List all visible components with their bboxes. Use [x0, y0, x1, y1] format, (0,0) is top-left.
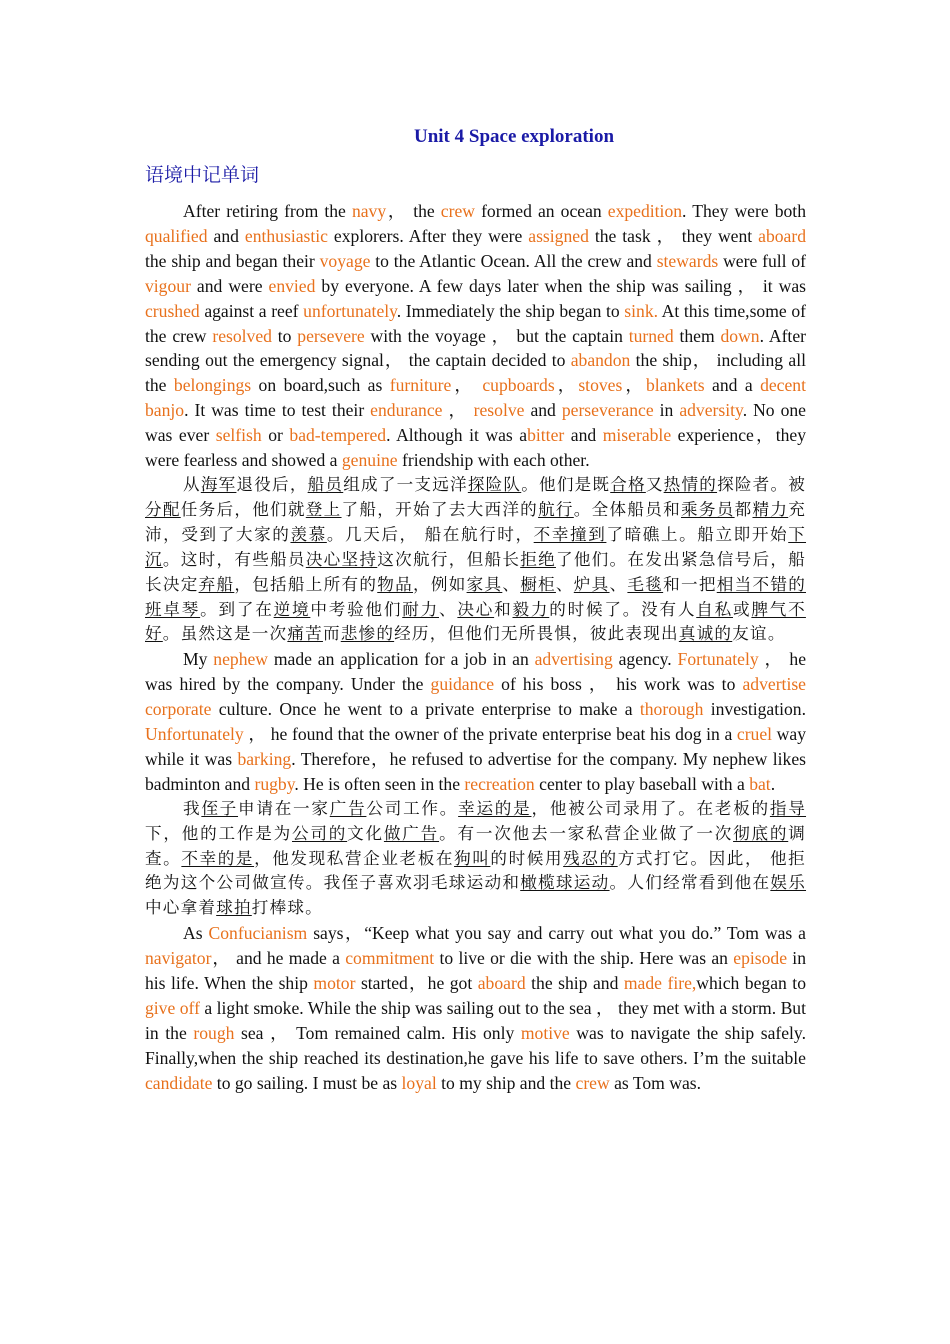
text-run: to my ship and the [436, 1072, 576, 1093]
text-run: 、 [439, 599, 458, 619]
underlined-term: 精力 [752, 499, 789, 519]
vocabulary-word: belongings [173, 375, 252, 396]
underlined-term: 探险队 [467, 474, 522, 494]
text-run: agency. [612, 649, 678, 670]
chinese-translation-paragraph [145, 797, 806, 922]
text-run: says，“Keep what you say and carry out what you do.” Tom was a [307, 923, 806, 944]
text-run: culture. Once he went to a private enterprise to make a [211, 699, 640, 720]
text-run: explorers. After they were [327, 225, 529, 246]
underlined-term: 做广告 [383, 823, 440, 843]
text-run: 或 [733, 599, 752, 619]
vocabulary-word: crew [575, 1072, 610, 1093]
text-run: 下，他的工作是为 [145, 823, 293, 843]
vocabulary-word: advertise [742, 674, 806, 695]
text-run: as Tom was. [609, 1072, 701, 1093]
underlined-term: 球拍 [216, 898, 252, 918]
underlined-term: 海军 [200, 474, 237, 494]
vocabulary-word: blankets [645, 375, 705, 396]
text-run: by everyone. A few days later when the ship was sailing ， it was [315, 275, 807, 296]
text-run: was to navigate the ship safely. Finally,when the ship reached its destination,he gave his life to save others. I’m the suitable [145, 1022, 806, 1068]
vocabulary-word: aboard [758, 225, 807, 246]
text-run: which began to [696, 973, 806, 994]
vocabulary-word: sink. [624, 300, 659, 321]
vocabulary-word: abandon [570, 350, 631, 371]
text-run: . [770, 773, 776, 794]
vocabulary-word: rugby [254, 773, 295, 794]
vocabulary-word: cruel [736, 724, 773, 745]
underlined-term: 相当不错的班卓琴 [145, 574, 806, 619]
vocabulary-word: bad-tempered [289, 425, 387, 446]
text-run: and [524, 400, 562, 421]
text-run: 的时候了。没有人 [549, 599, 697, 619]
text-run: the task ， they went [588, 225, 759, 246]
vocabulary-word: enthusiastic [244, 225, 328, 246]
text-run: to [271, 325, 298, 346]
vocabulary-word: made fire, [623, 973, 697, 994]
text-run: ， [622, 375, 646, 396]
text-run: to live or die with the ship. Here was an [434, 948, 734, 969]
vocabulary-word: motor [313, 973, 356, 994]
vocabulary-word: recreation [464, 773, 535, 794]
text-run: with the voyage ， but the captain [364, 325, 629, 346]
vocabulary-word: crew [440, 201, 475, 221]
text-run: were full of [718, 250, 807, 271]
text-run: 我 [183, 798, 202, 818]
text-run: 公司工作。 [366, 798, 459, 818]
underlined-term: 不幸撞到 [533, 524, 607, 544]
underlined-term: 彻底的 [733, 823, 789, 843]
text-run: ， he found that the owner of the private enterprise beat his dog in a [243, 724, 737, 745]
underlined-term: 娱乐 [770, 873, 807, 893]
text-run: After retiring from the [183, 201, 352, 221]
text-run: of his boss ， his work was to [494, 674, 743, 695]
vocabulary-word: down [720, 325, 760, 346]
underlined-term: 决心 [457, 599, 495, 619]
vocabulary-word: commitment [345, 948, 435, 969]
vocabulary-word: stewards [656, 250, 719, 271]
underlined-term: 家具 [466, 574, 503, 594]
text-run: sea ， Tom remained calm. His only [234, 1022, 521, 1043]
vocabulary-word: vigour [145, 275, 191, 296]
text-run: ， [442, 400, 474, 421]
vocabulary-word: barking [237, 748, 292, 769]
text-run: 组成了一支远洋 [343, 474, 468, 494]
underlined-term: 逆境 [273, 599, 311, 619]
vocabulary-word: crushed [145, 300, 200, 321]
text-run: 了暗礁上。船立即开始 [606, 524, 789, 544]
vocabulary-word: advertising [534, 649, 613, 670]
vocabulary-word: episode [733, 948, 788, 969]
underlined-term: 乘务员 [681, 499, 735, 519]
vocabulary-word: loyal [401, 1072, 437, 1093]
text-run: 充沛，受到了大家的 [145, 499, 807, 544]
text-run: 这次航行，但船长 [377, 549, 521, 569]
vocabulary-word: navy [351, 201, 387, 221]
text-run: 。人们经常看到他在 [609, 873, 771, 893]
vocabulary-word: motive [520, 1022, 570, 1043]
underlined-term: 决心坚持 [305, 549, 378, 569]
underlined-term: 合格 [610, 474, 646, 494]
text-run: the ship and began their [145, 250, 320, 271]
text-run: on board,such as [251, 375, 390, 396]
text-run: center to play baseball with a [534, 773, 750, 794]
underlined-term: 毛毯 [627, 574, 664, 594]
vocabulary-word: expedition [607, 201, 683, 221]
text-run: 和一把 [663, 574, 717, 594]
text-run: against a reef [199, 300, 304, 321]
vocabulary-word: give off [145, 998, 200, 1018]
text-run: 、 [609, 574, 628, 594]
text-run: 中考验他们 [310, 599, 403, 619]
underlined-term: 橄榄球运动 [520, 873, 610, 893]
text-run: . Therefore，he refused to advertise for the company. My nephew likes badminton and [145, 748, 807, 794]
english-passage-paragraph [145, 647, 806, 796]
text-run: ， [554, 375, 579, 396]
text-run: 探险者。被 [717, 474, 807, 494]
text-run: them [673, 325, 721, 346]
underlined-term: 狗叫 [454, 848, 491, 868]
text-run: 调查。 [145, 823, 807, 868]
underlined-term: 热情的 [663, 474, 718, 494]
vocabulary-word: resolve [473, 400, 525, 421]
text-run: to go sailing. I must be as [212, 1072, 402, 1093]
underlined-term: 船员 [307, 474, 344, 494]
vocabulary-word: bat [749, 773, 771, 794]
text-run: As [183, 923, 209, 944]
vocabulary-word: Unfortunately [145, 724, 244, 745]
underlined-term: 分配 [145, 499, 181, 519]
text-run: made an application for a job in an [268, 649, 535, 670]
underlined-term: 侄子 [201, 798, 239, 818]
text-run: investigation. [703, 699, 807, 720]
underlined-term: 炉具 [573, 574, 610, 594]
vocabulary-word: genuine [341, 450, 398, 471]
text-run: the ship， including all the [145, 350, 806, 396]
underlined-term: 公司的 [292, 823, 348, 843]
text-run: 。有一次他去一家私营企业做了一次 [439, 823, 734, 843]
underlined-term: 橱柜 [520, 574, 556, 594]
vocabulary-word: endurance [370, 400, 443, 421]
text-run: ，包括船上所有的 [234, 574, 378, 594]
text-run: and were [190, 275, 269, 296]
text-run: and [564, 425, 603, 446]
text-run: ， the [386, 201, 441, 221]
vocabulary-word: selfish [215, 425, 262, 446]
underlined-term: 弃船 [198, 574, 235, 594]
english-passage-paragraph [145, 199, 806, 473]
text-run: 的时候用 [490, 848, 564, 868]
text-run: ， and he made a [211, 948, 346, 969]
text-run: 经历，但他们无所畏惧，彼此表现出 [394, 624, 679, 644]
underlined-term: 毅力 [512, 599, 550, 619]
section-heading: 语境中记单词 [145, 164, 260, 186]
vocabulary-word: qualified [145, 225, 208, 246]
text-run: . He is often seen in the [294, 773, 465, 794]
text-run: started，he got [355, 973, 478, 994]
underlined-term: 痛苦 [287, 624, 323, 644]
vocabulary-word: guidance [430, 674, 495, 695]
document-body [145, 199, 806, 1096]
text-run: ， he was hired by the company. Under the [145, 649, 807, 695]
underlined-term: 悲惨的 [340, 624, 395, 644]
text-run: and [207, 225, 245, 246]
text-run: 打棒球。 [251, 898, 323, 918]
text-run: a light smoke. While the ship was sailing out to the sea ， they met with a storm. But in the [145, 998, 806, 1043]
text-run: 、 [555, 574, 574, 594]
vocabulary-word: envied [268, 275, 316, 296]
text-run: 。几天后， 船在航行时， [326, 524, 534, 544]
underlined-term: 登上 [305, 499, 342, 519]
underlined-term: 羡慕 [290, 524, 327, 544]
underlined-term: 自私 [696, 599, 733, 619]
text-run: or [261, 425, 290, 446]
text-run: in [653, 400, 680, 421]
vocabulary-word: aboard [477, 973, 526, 994]
text-run: 和 [494, 599, 513, 619]
vocabulary-word: resolved [212, 325, 272, 346]
text-run: . Although it was a [386, 425, 528, 446]
vocabulary-word: perseverance [561, 400, 654, 421]
text-run: . No one was ever [145, 400, 806, 446]
text-run: friendship with each other. [397, 450, 590, 471]
text-run: 文化 [347, 823, 384, 843]
underlined-term: 指导 [769, 798, 807, 818]
vocabulary-word: nephew [213, 649, 269, 670]
text-run: . Immediately the ship began to [396, 300, 625, 321]
text-run: 、 [502, 574, 521, 594]
vocabulary-word: adversity [679, 400, 743, 421]
text-run: . It was time to test their [184, 400, 371, 421]
text-run: to the Atlantic Ocean. All the crew and [370, 250, 657, 271]
page-title: Unit 4 Space exploration [413, 126, 615, 147]
vocabulary-word: persevere [297, 325, 365, 346]
vocabulary-word: decent banjo [145, 375, 806, 421]
underlined-term: 物品 [377, 574, 413, 594]
text-run: 了他们。在发出紧急信号后，船长决定 [145, 549, 806, 594]
underlined-term: 下沉 [145, 524, 807, 569]
text-run: ，他发现私营企业老板在 [254, 848, 455, 868]
text-run: 都 [734, 499, 753, 519]
vocabulary-word: unfortunately [303, 300, 397, 321]
underlined-term: 不幸的是 [181, 848, 255, 868]
vocabulary-word: candidate [145, 1072, 213, 1093]
text-run: . After sending out the emergency signal， the captain decided to [145, 325, 806, 371]
vocabulary-word: Confucianism [208, 923, 308, 944]
text-run: ，例如 [412, 574, 467, 594]
vocabulary-word: voyage [319, 250, 371, 271]
text-run: 从 [183, 474, 201, 494]
text-run: 了船，开始了去大西洋的 [341, 499, 539, 519]
text-run: 。虽然这是一次 [162, 624, 288, 644]
underlined-term: 幸运的是 [458, 798, 532, 818]
text-run: 。这时，有些船员 [162, 549, 306, 569]
text-run: ，他被公司录用了。在老板的 [531, 798, 770, 818]
text-run: 方式打它。因此， 他拒绝为这个公司做宣传。我侄子喜欢羽毛球运动和 [145, 848, 806, 893]
vocabulary-word: cupboards [482, 375, 555, 396]
text-run: . They were both [682, 201, 806, 221]
text-run: My [183, 649, 214, 670]
underlined-term: 脾气不好 [145, 599, 806, 644]
text-run: At this time,some of the crew [145, 300, 806, 346]
vocabulary-word: assigned [528, 225, 589, 246]
text-run: way while it was [145, 724, 806, 769]
chinese-translation-paragraph [145, 473, 806, 647]
vocabulary-word: miserable [602, 425, 672, 446]
text-run: and a [704, 375, 761, 396]
underlined-term: 真诚的 [678, 624, 733, 644]
text-run: 又 [645, 474, 664, 494]
text-run: 申请在一家 [238, 798, 330, 818]
text-run: ， [451, 375, 483, 396]
vocabulary-word: Fortunately [677, 649, 759, 670]
vocabulary-word: furniture [389, 375, 452, 396]
vocabulary-word: corporate [145, 699, 212, 720]
underlined-term: 广告 [329, 798, 367, 818]
vocabulary-word: rough [193, 1022, 235, 1043]
vocabulary-word: stoves [578, 375, 623, 396]
text-run: the ship and [525, 973, 624, 994]
underlined-term: 航行 [538, 499, 574, 519]
text-run: 任务后，他们就 [180, 499, 306, 519]
underlined-term: 拒绝 [520, 549, 556, 569]
vocabulary-word: thorough [639, 699, 704, 720]
underlined-term: 耐力 [402, 599, 439, 619]
text-run: formed an ocean [474, 201, 608, 221]
text-run: 。全体船员和 [573, 499, 681, 519]
text-run: 。他们是既 [521, 474, 611, 494]
text-run: 。到了在 [200, 599, 274, 619]
english-passage-paragraph [145, 921, 806, 1095]
text-run: 中心拿着 [145, 898, 217, 918]
text-run: 而 [322, 624, 341, 644]
vocabulary-word: turned [628, 325, 674, 346]
underlined-term: 残忍的 [563, 848, 618, 868]
text-run: 友谊。 [732, 624, 786, 644]
vocabulary-word: bitter [527, 425, 565, 446]
text-run: in his life. When the ship [145, 948, 806, 994]
text-run: experience，they were fearless and showed a [145, 425, 807, 471]
text-run: 退役后， [236, 474, 308, 494]
vocabulary-word: navigator [145, 948, 212, 969]
